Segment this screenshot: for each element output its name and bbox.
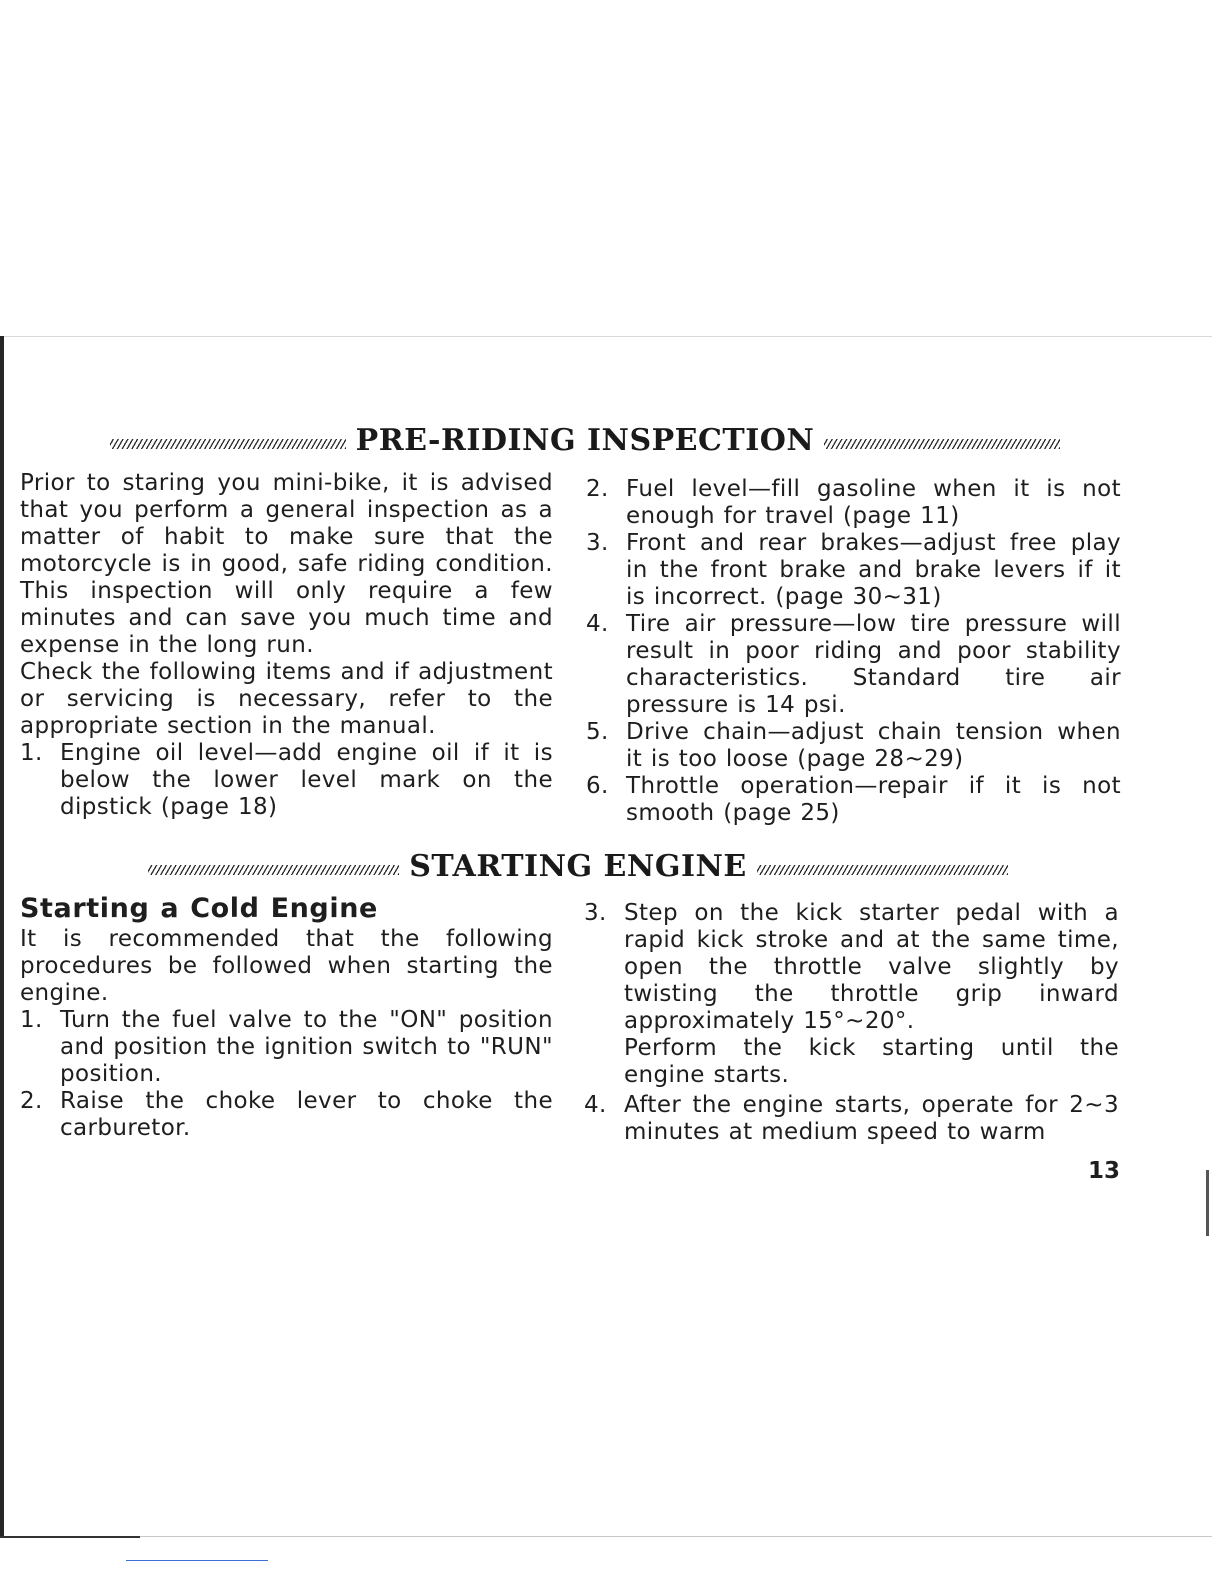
- item-text: Tire air pressure—low tire pressure will result in poor riding and poor stability characteristics. Standard tire air pressure is 14 psi.: [626, 611, 1121, 718]
- list-item: [586, 719, 1121, 773]
- scan-edge-top: [0, 336, 1212, 337]
- item-text: Front and rear brakes—adjust free play in the front brake and brake levers if it is incorrect. (page 30∼31): [626, 530, 1121, 610]
- list-item: [20, 1088, 553, 1142]
- item-number: 3.: [586, 530, 609, 556]
- subsection-title: Starting a Cold Engine: [20, 893, 378, 924]
- list-item-continuation: [584, 1035, 1119, 1089]
- heading-text: PRE-RIDING INSPECTION: [355, 422, 815, 458]
- heading-rule-left: [110, 439, 346, 449]
- item-number: 3.: [584, 900, 607, 926]
- pre-riding-heading: [110, 418, 1060, 462]
- pre-riding-check: Check the following items and if adjustment or servicing is necessary, refer to the appropriate section in the manual.: [20, 659, 553, 739]
- list-item: [586, 476, 1121, 530]
- page-number: 13: [1087, 1158, 1120, 1184]
- item-text: Perform the kick starting until the engine starts.: [624, 1035, 1119, 1088]
- pre-riding-right-column: [586, 476, 1121, 827]
- heading-rule-left: [148, 865, 399, 875]
- list-item: [586, 611, 1121, 719]
- item-text: Turn the fuel valve to the "ON" position and position the ignition switch to "RUN" position.: [60, 1007, 553, 1087]
- heading-text: STARTING ENGINE: [409, 848, 747, 884]
- item-number: 2.: [586, 476, 609, 502]
- item-number: 2.: [20, 1088, 43, 1114]
- heading-rule-right: [757, 865, 1008, 875]
- list-item: [20, 1007, 553, 1088]
- pre-riding-left-column: [20, 470, 553, 821]
- scan-edge-right: [1206, 1170, 1209, 1236]
- list-item: [586, 773, 1121, 827]
- scan-edge-bottom-dark: [0, 1536, 140, 1538]
- list-item: [20, 740, 553, 821]
- item-text: Throttle operation—repair if it is not smooth (page 25): [626, 773, 1121, 826]
- item-number: 6.: [586, 773, 609, 799]
- item-text: Fuel level—fill gasoline when it is not enough for travel (page 11): [626, 476, 1121, 529]
- item-number: 5.: [586, 719, 609, 745]
- starting-engine-heading: [148, 844, 1008, 888]
- pre-riding-intro: Prior to staring you mini-bike, it is advised that you perform a general inspection as a matter of habit to make sure that the motorcycle is in good, safe riding condition. This inspection will only require a few minutes and can save you much time and expense in the long run.: [20, 470, 553, 658]
- item-text: Raise the choke lever to choke the carburetor.: [60, 1088, 553, 1141]
- list-item: [584, 900, 1119, 1035]
- item-number: 1.: [20, 1007, 43, 1033]
- item-text: Drive chain—adjust chain tension when it is too loose (page 28∼29): [626, 719, 1121, 772]
- item-text: Engine oil level—add engine oil if it is below the lower level mark on the dipstick (page 18): [60, 740, 553, 820]
- item-number: 4.: [584, 1092, 607, 1118]
- list-item: [586, 530, 1121, 611]
- list-item: [584, 1092, 1119, 1146]
- starting-left-column: [20, 894, 553, 1142]
- heading-rule-right: [824, 439, 1060, 449]
- starting-right-column: [584, 900, 1119, 1146]
- starting-intro: It is recommended that the following procedures be followed when starting the engine.: [20, 926, 553, 1006]
- item-number: 1.: [20, 740, 43, 766]
- item-text: Step on the kick starter pedal with a rapid kick stroke and at the same time, open the throttle valve slightly by twisting the throttle grip inward approximately 15°∼20°.: [624, 900, 1119, 1034]
- item-text: After the engine starts, operate for 2∼3 minutes at medium speed to warm: [624, 1092, 1119, 1145]
- scan-mark: [126, 1560, 268, 1561]
- item-number: 4.: [586, 611, 609, 637]
- scan-edge-left: [0, 336, 4, 1538]
- scan-edge-bottom: [0, 1536, 1212, 1537]
